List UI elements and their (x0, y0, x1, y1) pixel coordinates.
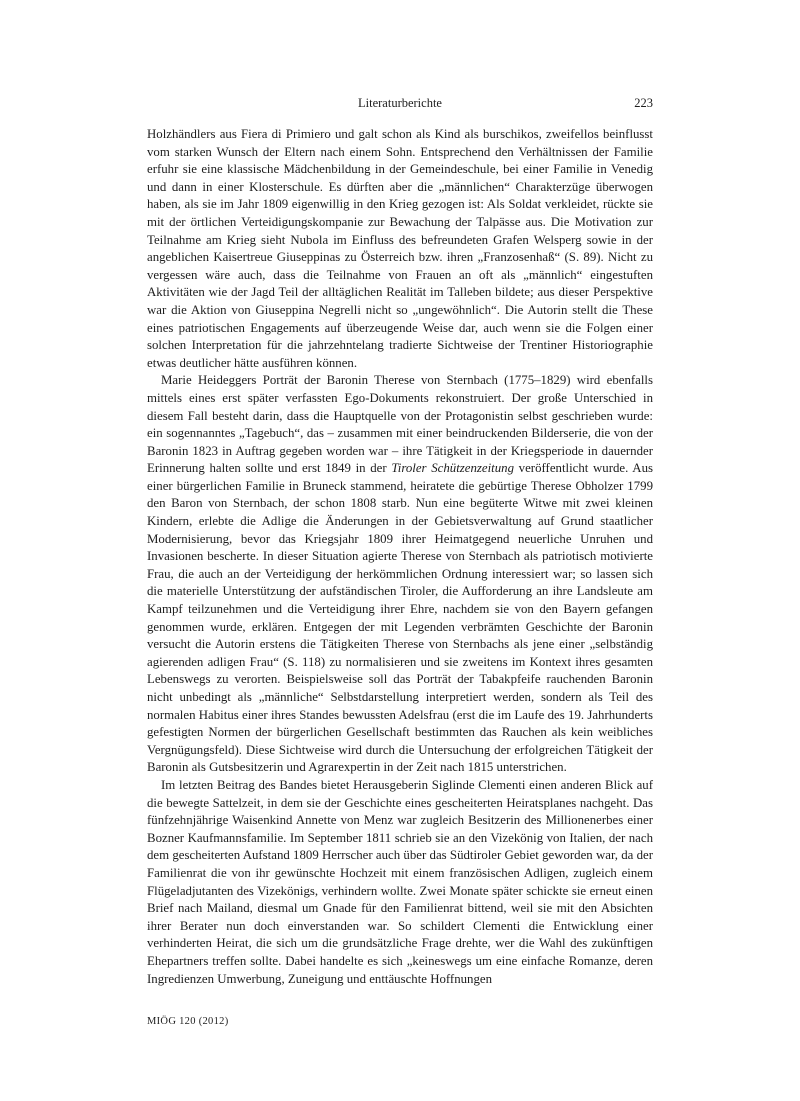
paragraph-2 (147, 372, 653, 777)
body-text (147, 126, 653, 988)
page-number: 223 (634, 96, 653, 110)
text-run: veröffentlicht wurde. Aus einer bürgerlichen Familie in Bruneck stammend, heiratete die gebürtige Therese Obholzer 1799 den Baron von Sternbach, der schon 1808 starb. Nun eine begüterte Witwe mit zwei kleinen Kindern, erlebte die Adlige die Änderungen in der Gebietsverwaltung auf Grund staatlicher Modernisierung, bevor das Kriegsjahr 1809 ihrer Heimatgegend neuerliche Unruhen und Invasionen bescherte. In dieser Situation agierte Therese von Sternbach als patriotisch motivierte Frau, die auch an der Verteidigung der herkömmlichen Ordnung interessiert war; so lassen sich die materielle Unterstützung der aufständischen Tiroler, die Aufforderung an ihre Landsleute am Kampf teilzunehmen und die Verteidigung ihrer Ehre, nachdem sie von den Bayern gefangen genommen wurde, erklären. Entgegen der mit Legenden verbrämten Geschichte der Baronin versucht die Autorin erstens die Tätigkeiten Therese von Sternbachs als jene einer „selbständig agierenden adligen Frau“ (S. 118) zu normalisieren und sie zweitens im Kontext ihres gesamten Lebenswegs zu verorten. Beispielsweise soll das Porträt der Tabakpfeife rauchenden Baronin nicht unbedingt als „männliche“ Selbstdarstellung interpretiert werden, sondern als Teil des normalen Habitus einer ihres Standes bewussten Adelsfrau (erst die im Laufe des 19. Jahrhunderts gefestigten Normen der bürgerlichen Gesellschaft bestimmten das Rauchen als kein weibliches Vergnügungsfeld). Diese Sichtweise wird durch die Untersuchung der erfolgreichen Tätigkeit der Baronin als Gutsbesitzerin und Agrarexpertin in der Zeit nach 1815 unterstrichen. (147, 461, 654, 775)
journal-footer: MIÖG 120 (2012) (147, 1016, 229, 1027)
running-head (147, 96, 653, 114)
paragraph-1 (147, 126, 653, 372)
running-title: Literaturberichte (358, 96, 442, 110)
text-run: Holzhändlers aus Fiera di Primiero und galt schon als Kind als burschikos, zweifellos beinflusst vom starken Wunsch der Eltern nach einem Sohn. Entsprechend den Verhältnissen der Familie erfuhr sie eine klassische Mädchenbildung in der Gemeindeschule, bei einer Familie in Venedig und dann in einer Klosterschule. Es dürften aber die „männlichen“ Charakterzüge überwogen haben, als sie im Jahr 1809 eigenwillig in den Krieg gezogen ist: Als Soldat verkleidet, rückte sie mit der örtlichen Verteidigungskompanie zur Bewachung der Talpässe aus. Die Motivation zur Teilnahme am Krieg sieht Nubola im Einfluss des befreundeten Grafen Welsperg sowie in der angeblichen Kaisertreue Giuseppinas zu Österreich bzw. ihren „Franzosenhaß“ (S. 89). Nicht zu vergessen wäre auch, dass die Teilnahme von Frauen an oft als „männlich“ eingestuften Aktivitäten wie der Jagd Teil der alltäglichen Realität im Talleben bildete; aus dieser Perspektive war die Aktion von Giuseppina Negrelli nicht so „ungewöhnlich“. Die Autorin stellt die These eines patriotischen Engagements auf überzeugende Weise dar, auch wenn sie die Folgen einer solchen Interpretation für die jahrzehntelang tradierte Sichtweise der Trentiner Historiographie etwas deutlicher hätte ausführen können. (147, 127, 653, 370)
text-run: Marie Heideggers Porträt der Baronin Therese von Sternbach (1775–1829) wird ebenfalls mittels eines erst später verfassten Ego-Dokuments rekonstruiert. Der große Unterschied in diesem Fall besteht darin, dass die Hauptquelle von der Protagonistin selbst geschrieben wurde: ein sogennanntes „Tagebuch“, das – zusammen mit einer beindruckenden Bilderserie, die von der Baronin 1823 in Auftrag gegeben worden war – ihre Tätigkeit in der Kriegsperiode in dauernder Erinnerung halten sollte und erst 1849 in der (147, 373, 653, 476)
paragraph-3 (147, 777, 653, 988)
italic-title: Tiroler Schützenzeitung (391, 461, 514, 476)
text-run: Im letzten Beitrag des Bandes bietet Herausgeberin Siglinde Clementi einen anderen Blick auf die bewegte Sattelzeit, in dem sie der Geschichte eines gescheiterten Heiratsplanes nachgeht. Das fünfzehnjährige Waisenkind Annette von Menz war zugleich Besitzerin des Millionenerbes einer Bozner Kaufmannsfamilie. Im September 1811 schrieb sie an den Vizekönig von Italien, der nach dem gescheiterten Aufstand 1809 Herrscher auch über das Südtiroler Gebiet geworden war, da der Familienrat die von ihr gewünschte Hochzeit mit einem französischen Adligen, zugleich einem Flügeladjutanten des Vizekönigs, verhindern wollte. Zwei Monate später schickte sie erneut einen Brief nach Mailand, diesmal um Gnade für den Familienrat bittend, weil sie mit den Absichten ihrer Berater nun doch einverstanden war. So schildert Clementi die Entwicklung einer verhinderten Heirat, die sich um die grundsätzliche Frage drehte, wer die Wahl des zukünftigen Ehepartners treffen sollte. Dabei handelte es sich „keineswegs um eine einfache Romanze, deren Ingredienzen Umwerbung, Zuneigung und enttäuschte Hoffnungen (147, 777, 653, 986)
